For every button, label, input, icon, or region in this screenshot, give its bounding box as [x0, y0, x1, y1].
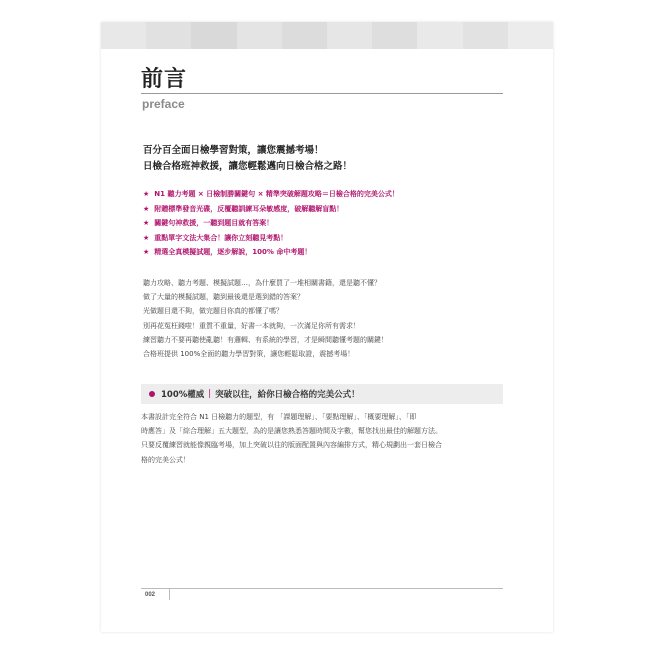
- paragraph-line: 做了大量的模擬試題，聽到最後還是選到錯的答案？: [143, 293, 304, 302]
- footer-divider: [141, 588, 503, 589]
- body-line: 本書設計完全符合 N1 日檢聽力的題型，有 「課題理解」、「要點理解」、「概要理解」、「即: [141, 413, 417, 421]
- bullet-dot-icon: [149, 391, 155, 397]
- feature-item: [143, 202, 399, 217]
- intro-heading: [143, 143, 352, 175]
- paragraph-line: 別再花冤枉錢啦！重質不重量，好書一本就夠，一次滿足你所有需求！: [143, 321, 360, 330]
- page-subtitle: preface: [142, 97, 185, 111]
- intro-paragraph: [143, 276, 388, 361]
- body-line: 只要反覆練習就能像親臨考場，加上突破以往的版面配置與內容編排方式，精心規劃出一套日檢合: [141, 441, 442, 450]
- star-icon: ★: [143, 233, 150, 242]
- paragraph-line: 合格班提供 100%全面的聽力學習對策，讓您輕鬆取證，震撼考場！: [143, 350, 355, 359]
- feature-text: 重點單字文法大集合！讓你立刻聽見考點！: [154, 233, 288, 242]
- feature-item: [143, 231, 399, 246]
- banner-separator: |: [208, 389, 212, 399]
- banner-label: 100%權威: [161, 390, 205, 400]
- star-icon: ★: [143, 190, 150, 198]
- band-segment: [282, 22, 327, 49]
- feature-text: 關鍵句神救援，一聽到題目就有答案！: [154, 219, 274, 228]
- page-title: 前言: [141, 67, 188, 92]
- band-segment: [146, 22, 191, 49]
- book-page: [101, 22, 553, 632]
- feature-text: 精選全真模擬試題，逐步解說，100% 命中考題！: [154, 248, 312, 257]
- band-segment: [417, 22, 462, 49]
- page-number: 002: [145, 592, 156, 598]
- paragraph-line: 練習聽力不要再聽使亂聽！有邏輯、有系統的學習，才是瞬間聽懂考題的關鍵！: [143, 335, 388, 344]
- banner-heading: 突破以往，給你日檢合格的完美公式！: [215, 390, 360, 400]
- star-icon: ★: [143, 204, 150, 213]
- paragraph-line: 聽力攻略、聽力考題、模擬試題…，為什麼買了一堆相關書籍，還是聽不懂？: [143, 279, 381, 287]
- top-decorative-band: [101, 22, 553, 49]
- title-divider: [141, 93, 503, 94]
- band-segment: [463, 22, 508, 49]
- feature-text: N1 聽力考題 × 日檢制勝關鍵句 × 精準突破解題攻略＝日檢合格的完美公式！: [154, 190, 399, 198]
- intro-line: 百分百全面日檢學習對策，讓您震撼考場！: [143, 145, 324, 156]
- section-body: [141, 410, 507, 467]
- band-segment: [327, 22, 372, 49]
- feature-text: 附贈標準發音光碟，反覆聽訓練耳朵敏感度，破解聽解盲點！: [154, 204, 344, 213]
- feature-item: [143, 187, 399, 202]
- band-segment: [372, 22, 417, 49]
- body-line: 時應答」及「綜合理解」五大題型，為的是讓您熟悉答題時間及字數，幫您找出最佳的解題方法。: [141, 427, 442, 436]
- star-icon: ★: [143, 219, 150, 228]
- feature-item: [143, 216, 399, 231]
- footer-tick: [169, 588, 170, 600]
- feature-item: [143, 245, 399, 260]
- star-icon: ★: [143, 248, 150, 257]
- feature-list: [143, 187, 399, 260]
- section-banner: [141, 384, 503, 404]
- band-segment: [508, 22, 553, 49]
- body-line: 格的完美公式！: [141, 455, 190, 464]
- intro-line: 日檢合格班神救援，讓您輕鬆邁向日檢合格之路！: [143, 161, 353, 172]
- paragraph-line: 光做題目還不夠，做完題目你真的都懂了嗎？: [143, 307, 283, 316]
- band-segment: [101, 22, 146, 49]
- band-segment: [191, 22, 236, 49]
- band-segment: [237, 22, 282, 49]
